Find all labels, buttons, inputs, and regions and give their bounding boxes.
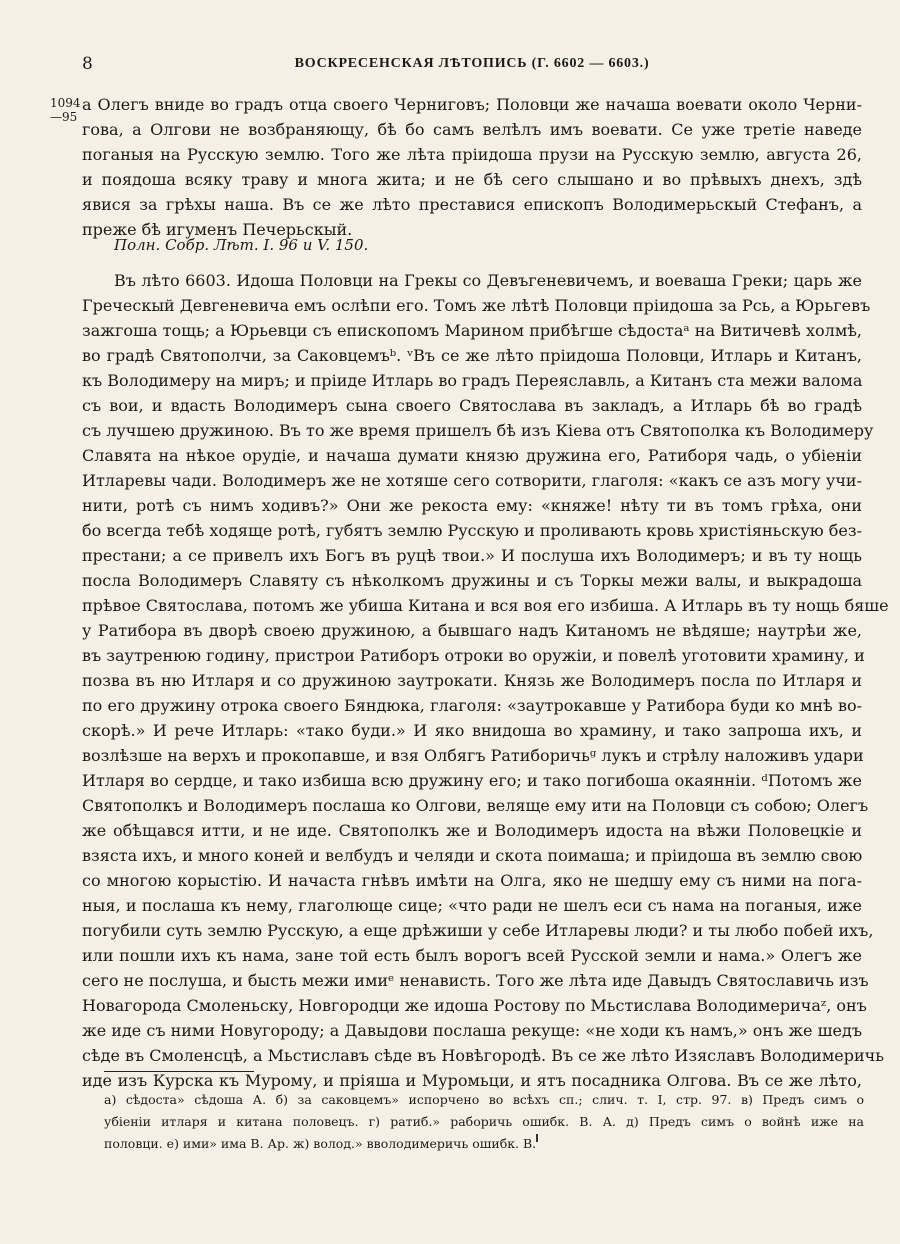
ink-mark (536, 1134, 538, 1142)
text-line: съ лучшею дружиною. Въ то же время пришелъ бѣ изъ Кіева отъ Святополка къ Володимеру (82, 421, 874, 440)
footnotes (104, 1089, 864, 1155)
text-line: во градѣ Святополчи, за Саковцемъᵇ. ᵛВъ се же лѣто пріидоша Половци, Итларь и Китанъ, (82, 346, 862, 365)
text-line: престани; а се привелъ ихъ Богъ въ руцѣ твои.» И послуша ихъ Володимеръ; и въ ту нощь (82, 546, 862, 565)
text-line: Новагорода Смоленьску, Новгородци же идоша Ростову по Мьстислава Володимеричаᶻ, онъ (82, 996, 867, 1015)
paragraph-2 (82, 268, 889, 1093)
page-number: 8 (82, 54, 93, 74)
text-line: посла Володимеръ Славяту съ нѣколкомъ дружины и съ Торкы межи валы, и выкрадоша (82, 571, 862, 590)
text-line: по его дружину отрока своего Бяндюка, глаголя: «заутрокавше у Ратибора буди ко мнѣ во- (82, 696, 862, 715)
text-line: взяста ихъ, и много коней и велбудъ и челяди и скота поимаша; и пріидоша въ землю свою (82, 846, 863, 865)
running-head: ВОСКРЕСЕНСКАЯ ЛѢТОПИСЬ (Г. 6602 — 6603.) (294, 56, 650, 71)
footnote-divider (104, 1071, 254, 1072)
text-line: и поядоша всяку траву и многа жита; и не бѣ сего слышано и во прѣвыхъ днехъ, здѣ (82, 170, 862, 189)
text-line: гова, а Олгови не возбраняющу, бѣ бо самъ велѣлъ имъ воевати. Се уже третіе наведе (82, 120, 862, 139)
text-line: Итларевы чади. Володимеръ же не хотяше сего сотворити, глаголя: «какъ се азъ могу учи- (82, 471, 862, 490)
text-line: бо всегда тебѣ ходяще ротѣ, губятъ землю Русскую и проливають кровь христіяньскую без- (82, 521, 862, 540)
text-line: Святополкъ и Володимеръ послаша ко Олгови, веляще ему ити на Половци съ собою; Олегъ (82, 796, 869, 815)
text-line: прѣвое Святослава, потомъ же убиша Китана и вся воя его избиша. А Итларь въ ту нощь бяше (82, 596, 889, 615)
text-line: сѣде въ Смоленсцѣ, а Мьстиславъ сѣде въ Новѣгородѣ. Въ се же лѣто Изяславъ Володимеричь (82, 1046, 884, 1065)
text-line: у Ратибора въ дворѣ своею дружиною, а бывшаго надъ Китаномъ не вѣдяше; наутрѣи же, (82, 621, 862, 640)
text-line: со многою корыстію. И начаста гнѣвъ имѣти на Олга, яко не шедшу ему съ ними на пога- (82, 871, 862, 890)
margin-year-note: —95 (50, 110, 78, 124)
text-line: а Олегъ вниде во градъ отца своего Черниговъ; Половци же начаша воевати около Черни- (82, 95, 862, 114)
text-line: Греческый Девгеневича емъ ослѣпи его. Томъ же лѣтѣ Половци пріидоша за Рсь, а Юрьгевъ (82, 296, 871, 315)
text-line: къ Володимеру на миръ; и пріиде Итларь во градъ Переяславль, а Китанъ ста межи валома (82, 371, 863, 390)
text-line: сего не послуша, и бысть межи имиᵉ ненависть. Того же лѣта иде Давыдъ Святославичь изъ (82, 971, 869, 990)
text-line: же иде съ ними Новугороду; а Давыдови послаша рекуще: «не ходи къ намъ,» онъ же шедъ (82, 1021, 862, 1040)
text-line: иде изъ Курска къ Мурому, и пріяша и Муромьци, и ятъ посадника Олгова. Въ се же лѣто, (82, 1071, 862, 1090)
source-citation: Полн. Собр. Лѣт. I. 96 и V. 150. (114, 236, 369, 254)
text-line: съ вои, и вдасть Володимеръ сына своего Святослава въ закладъ, а Итларь бѣ во градѣ (82, 396, 862, 415)
text-line: возлѣзше на верхъ и прокопавше, и взя Олбягъ Ратиборичьᵍ лукъ и стрѣлу наложивъ удари (82, 746, 864, 765)
text-line: зажгоша тощь; а Юрьевци съ епископомъ Марином прибѣгше сѣдостаᵃ на Витичевѣ холмѣ, (82, 321, 862, 340)
text-line: явися за грѣхы наша. Въ се же лѣто преставися епископъ Володимерьскый Стефанъ, а (82, 195, 862, 214)
text-line: скорѣ.» И рече Итларь: «тако буди.» И яко внидоша во храмину, и тако запроша ихъ, и (82, 721, 862, 740)
text-line: въ заутренюю годину, пристрои Ратиборъ отроки во оружіи, и повелѣ уготовити храмину, и (82, 646, 865, 665)
text-line: или пошли ихъ къ нама, зане той есть былъ ворогъ всей Русской земли и нама.» Олегъ же (82, 946, 862, 965)
text-line: Славята на нѣкое орудіе, и начаша думати князю дружина его, Ратиборя чадь, о убіеніи (82, 446, 862, 465)
paragraph-1 (82, 92, 862, 242)
text-line: поганыя на Русскую землю. Того же лѣта пріидоша прузи на Русскую землю, августа 26, (82, 145, 862, 164)
text-line: ныя, и послаша къ нему, глаголюще сице; «что ради не шелъ еси съ нама на поганыя, иже (82, 896, 862, 915)
text-line: преже бѣ игуменъ Печерьскый. (82, 220, 353, 239)
text-line: же обѣщався итти, и не иде. Святополкъ же и Володимеръ идоста на вѣжи Половецкіе и (82, 821, 862, 840)
footnote-line: убіеніи итларя и китана половецъ. г) ратиб.» раборичь ошибк. В. А. д) Предъ симъ о войнѣ иже на (104, 1114, 864, 1129)
text-line: Итларя во сердце, и тако избиша всю дружину его; и тако погибоша окаяннiи. ᵈПотомъ же (82, 771, 862, 790)
text-line: позва въ ню Итларя и со дружиною заутрокати. Князь же Володимеръ посла по Итларя и (82, 671, 862, 690)
text-line: погубили суть землю Русскую, а еще дрѣжиши у себе Итларевы люди? и ты любо побей ихъ, (82, 921, 874, 940)
footnote-line: а) сѣдоста» сѣдоша А. б) за саковцемъ» испорчено во всѣхъ сп.; слич. т. I, стр. 97. в) Предъ симъ о (104, 1092, 864, 1107)
text-line: нити, ротѣ съ нимъ ходивъ?» Они же рекоста ему: «княже! нѣту ти въ томъ грѣха, они (82, 496, 862, 515)
text-line: Въ лѣто 6603. Идоша Половци на Грекы со Девъгеневичемъ, и воеваша Греки; царь же (114, 271, 862, 290)
margin-year-note: 1094 (50, 96, 81, 110)
page-header (82, 54, 862, 80)
footnote-line: половци. е) ими» има В. Ар. ж) волод.» вволодимеричь ошибк. В. (104, 1136, 537, 1151)
